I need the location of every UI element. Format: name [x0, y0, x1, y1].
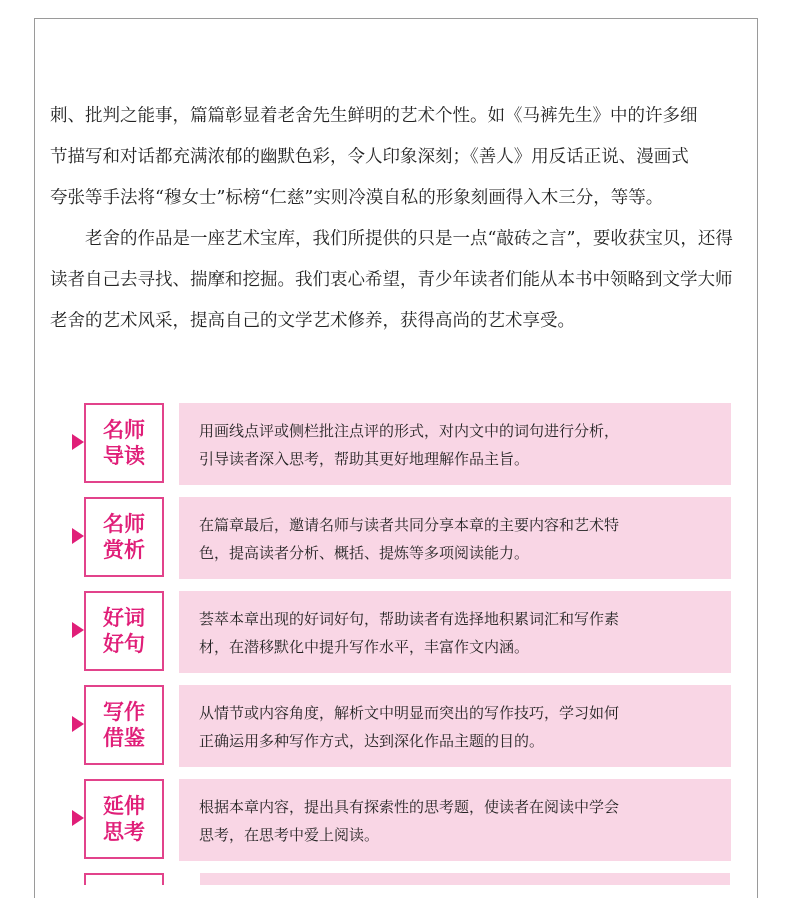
intro-line: 夸张等手法将“穆女士”标榜“仁慈”实则冷漠自私的形象刻画得入木三分，等等。 — [50, 188, 664, 208]
feature-tag — [84, 591, 164, 671]
feature-desc-line: 引导读者深入思考，帮助其更好地理解作品主旨。 — [199, 450, 530, 468]
intro-line: 刺、批判之能事，篇篇彰显着老舍先生鲜明的艺术个性。如《马裤先生》中的许多细 — [50, 106, 698, 126]
intro-text — [50, 96, 745, 342]
feature-desc-line: 根据本章内容，提出具有探索性的思考题，使读者在阅读中学会 — [199, 798, 620, 816]
feature-tag-line: 借鉴 — [103, 726, 145, 750]
feature-item-haoci-haoju — [72, 591, 732, 673]
triangle-pointer-icon — [72, 434, 84, 450]
feature-tag-partial — [84, 873, 164, 885]
feature-desc-line: 色，提高读者分析、概括、提炼等多项阅读能力。 — [199, 544, 530, 562]
feature-desc-line: 荟萃本章出现的好词好句，帮助读者有选择地积累词汇和写作素 — [199, 610, 620, 628]
feature-tag-line: 写作 — [103, 700, 145, 724]
intro-paragraph-1 — [50, 96, 745, 219]
feature-tag-line: 延伸 — [103, 794, 145, 818]
triangle-pointer-icon — [72, 810, 84, 826]
feature-desc-line: 正确运用多种写作方式，达到深化作品主题的目的。 — [199, 732, 545, 750]
feature-description — [179, 685, 731, 767]
feature-desc-line: 从情节或内容角度，解析文中明显而突出的写作技巧，学习如何 — [199, 704, 620, 722]
feature-tag — [84, 497, 164, 577]
feature-tag-line: 导读 — [103, 444, 145, 468]
feature-desc-line: 材，在潜移默化中提升写作水平，丰富作文内涵。 — [199, 638, 530, 656]
feature-tag-line: 思考 — [103, 820, 145, 844]
triangle-pointer-icon — [72, 716, 84, 732]
feature-description — [179, 403, 731, 485]
feature-tag-line: 好句 — [103, 632, 145, 656]
feature-tag — [84, 685, 164, 765]
feature-desc-line: 用画线点评或侧栏批注点评的形式，对内文中的词句进行分析， — [199, 422, 620, 440]
feature-tag — [84, 779, 164, 859]
feature-description — [179, 779, 731, 861]
feature-description — [179, 497, 731, 579]
feature-tag-line: 名师 — [103, 512, 145, 536]
feature-tag-line: 名师 — [103, 418, 145, 442]
feature-description — [179, 591, 731, 673]
triangle-pointer-icon — [72, 528, 84, 544]
feature-tag-line: 好词 — [103, 606, 145, 630]
feature-desc-line: 在篇章最后，邀请名师与读者共同分享本章的主要内容和艺术特 — [199, 516, 620, 534]
feature-item-mingshi-daodu — [72, 403, 732, 485]
feature-item-xiezuo-jiejian — [72, 685, 732, 767]
feature-desc-line: 思考，在思考中爱上阅读。 — [199, 826, 380, 844]
feature-item-mingshi-shangxi — [72, 497, 732, 579]
feature-tag — [84, 403, 164, 483]
feature-description-partial — [200, 873, 730, 885]
feature-item-yanshen-sikao — [72, 779, 732, 861]
intro-line: 节描写和对话都充满浓郁的幽默色彩，令人印象深刻；《善人》用反话正说、漫画式 — [50, 147, 689, 167]
intro-paragraph-2: 老舍的作品是一座艺术宝库，我们所提供的只是一点“敲砖之言”，要收获宝贝，还得读者自己去寻找、揣摩和挖掘。我们衷心希望，青少年读者们能从本书中领略到文学大师老舍的艺术风采，提高自己的文学艺术修养，获得高尚的艺术享受。 — [50, 229, 733, 331]
feature-tag-line: 赏析 — [103, 538, 145, 562]
triangle-pointer-icon — [72, 622, 84, 638]
